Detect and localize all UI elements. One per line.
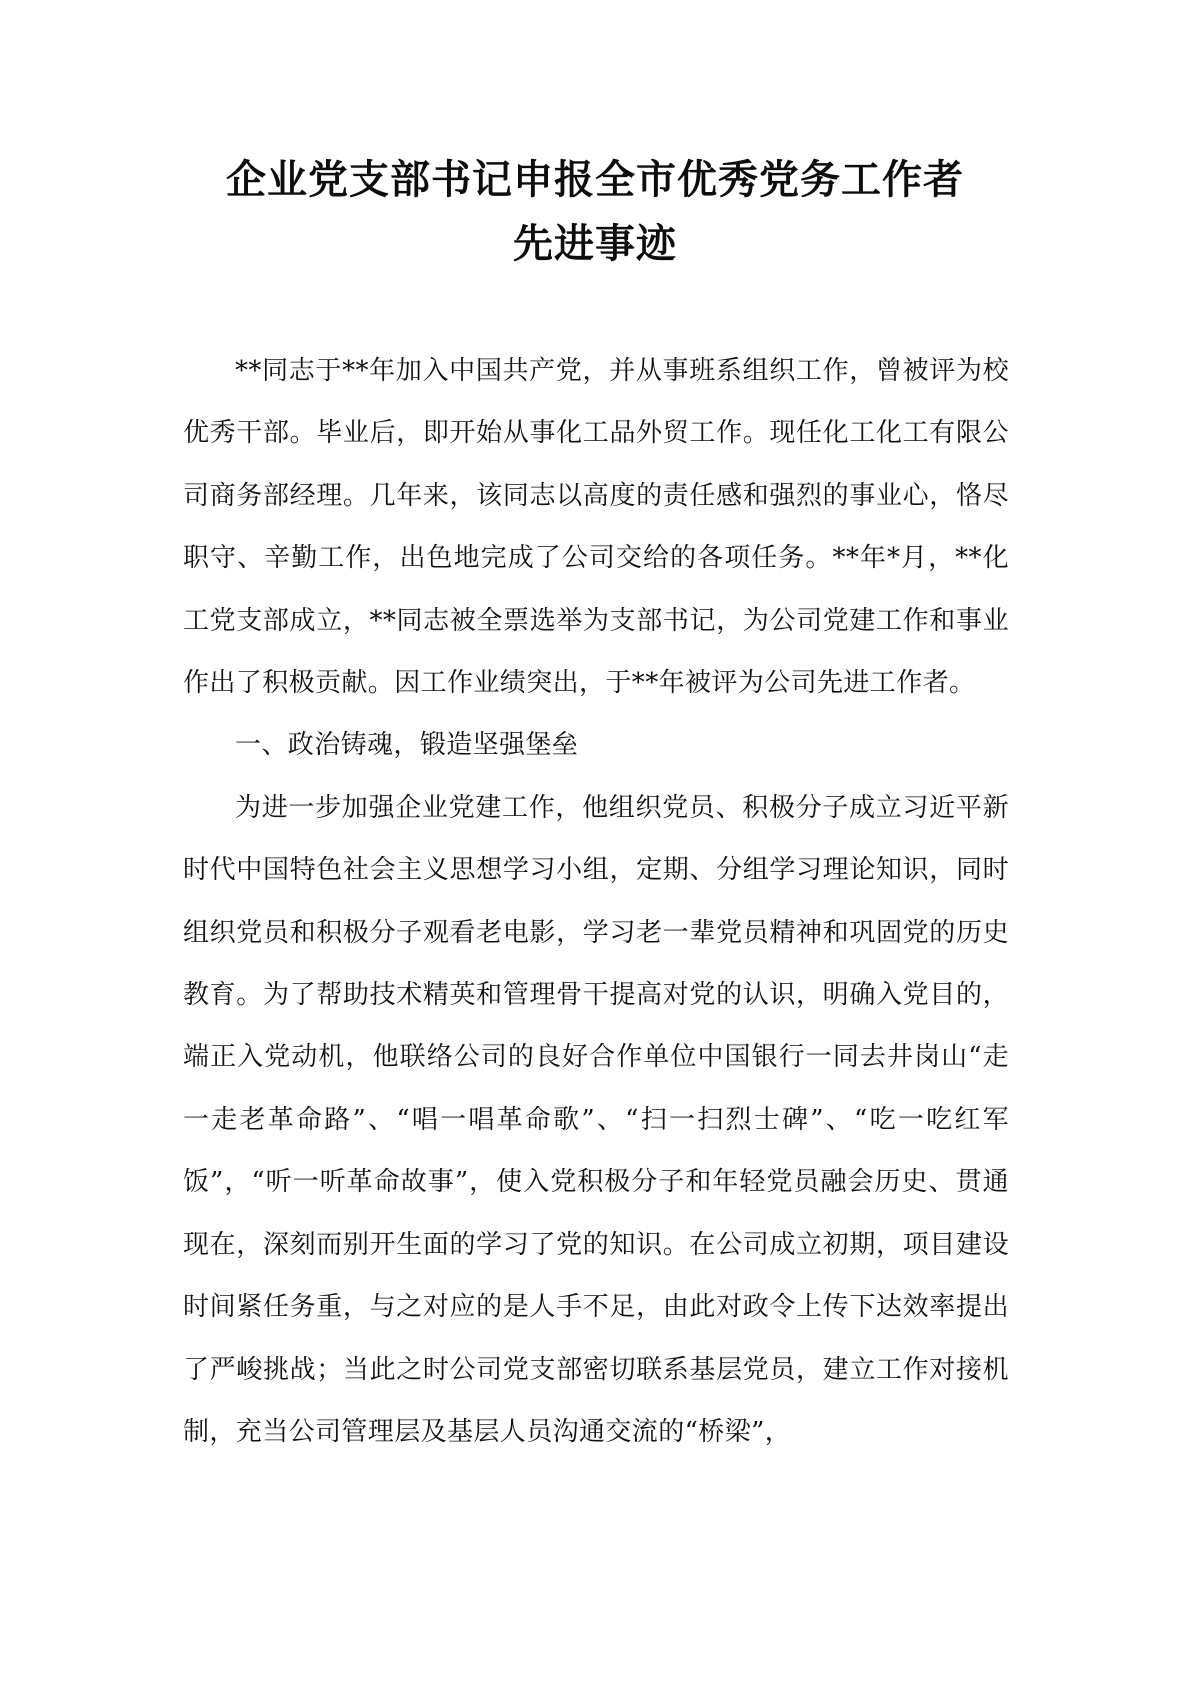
document-title — [0, 148, 1190, 276]
section-heading: 一、政治铸魂，锻造坚强堡垒 — [235, 730, 579, 761]
document-body — [183, 340, 1009, 1463]
paragraph-intro: **同志于**年加入中国共产党，并从事班系组织工作，曾被评为校优秀干部。毕业后，即开始从事化工品外贸工作。现任化工化工有限公司商务部经理。几年来，该同志以高度的责任感和强烈的事业心，恪尽职守、辛勤工作，出色地完成了公司交给的各项任务。**年*月，**化工党支部成立，**同志被全票选举为支部书记，为公司党建工作和事业作出了积极贡献。因工作业绩突出，于**年被评为公司先进工作者。 — [183, 356, 1009, 699]
title-line-2: 先进事迹 — [513, 221, 677, 267]
title-line-1: 企业党支部书记申报全市优秀党务工作者 — [226, 157, 964, 203]
paragraph-section-1: 为进一步加强企业党建工作，他组织党员、积极分子成立习近平新时代中国特色社会主义思想学习小组，定期、分组学习理论知识，同时组织党员和积极分子观看老电影，学习老一辈党员精神和巩固党的历史教育。为了帮助技术精英和管理骨干提高对党的认识，明确入党目的，端正入党动机，他联络公司的良好合作单位中国银行一同去井岗山“走一走老革命路”、“唱一唱革命歌”、“扫一扫烈士碑”、“吃一吃红军饭”，“听一听革命故事”，使入党积极分子和年轻党员融会历史、贯通现在，深刻而别开生面的学习了党的知识。在公司成立初期，项目建设时间紧任务重，与之对应的是人手不足，由此对政令上传下达效率提出了严峻挑战；当此之时公司党支部密切联系基层党员，建立工作对接机制，充当公司管理层及基层人员沟通交流的“桥梁”， — [183, 792, 1009, 1447]
